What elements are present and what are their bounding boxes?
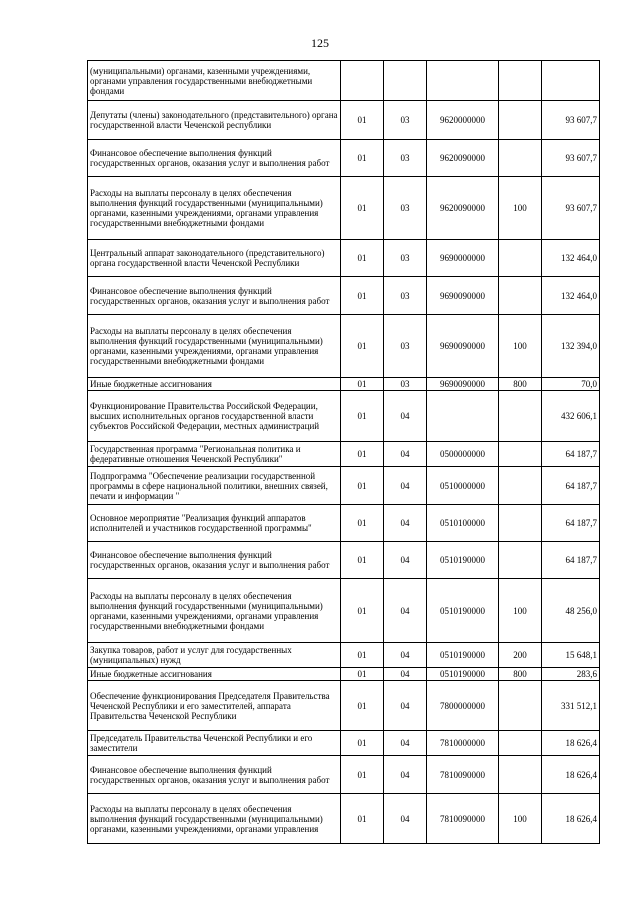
cell-rz: 01 (341, 505, 384, 542)
cell-sum (542, 61, 600, 101)
cell-rz: 01 (341, 756, 384, 794)
cell-sum: 18 626,4 (542, 756, 600, 794)
cell-rz: 01 (341, 668, 384, 681)
cell-rz: 01 (341, 643, 384, 668)
cell-vr: 100 (499, 315, 542, 378)
cell-vr (499, 277, 542, 315)
cell-sum: 331 512,1 (542, 681, 600, 731)
cell-pr: 03 (384, 315, 427, 378)
cell-name: Депутаты (члены) законодательного (представительного) органа государственной власти Чеченской республики (88, 101, 341, 140)
cell-name: (муниципальными) органами, казенными учреждениями, органами управления государственными внебюджетными фондами (88, 61, 341, 101)
cell-pr: 04 (384, 643, 427, 668)
cell-vr (499, 140, 542, 177)
cell-csr: 0500000000 (427, 442, 499, 467)
cell-name: Подпрограмма "Обеспечение реализации государственной программы в сфере национальной политики, внешних связей, печати и информации " (88, 467, 341, 505)
cell-name: Иные бюджетные ассигнования (88, 378, 341, 391)
cell-csr: 9620090000 (427, 140, 499, 177)
table-row (88, 391, 600, 442)
cell-csr (427, 391, 499, 442)
cell-sum: 18 626,4 (542, 794, 600, 844)
table-row (88, 467, 600, 505)
table-row (88, 794, 600, 844)
cell-pr: 04 (384, 794, 427, 844)
cell-csr: 7810090000 (427, 794, 499, 844)
table-row (88, 542, 600, 579)
cell-sum: 64 187,7 (542, 442, 600, 467)
cell-pr: 04 (384, 442, 427, 467)
table-row (88, 140, 600, 177)
cell-rz: 01 (341, 315, 384, 378)
table-row (88, 756, 600, 794)
cell-name: Расходы на выплаты персоналу в целях обеспечения выполнения функций государственными (муниципальными) органами, казенными учреждениями, органами управления государственными внебюджетными фондами (88, 579, 341, 643)
table-row (88, 731, 600, 756)
cell-vr (499, 467, 542, 505)
cell-name: Расходы на выплаты персоналу в целях обеспечения выполнения функций государственными (муниципальными) органами, казенными учреждениями, органами управления государственными внебюджетными фондами (88, 315, 341, 378)
cell-csr: 9620090000 (427, 177, 499, 240)
cell-pr: 04 (384, 542, 427, 579)
cell-name: Основное мероприятие "Реализация функций аппаратов исполнителей и участников государственной программы" (88, 505, 341, 542)
table-row (88, 240, 600, 277)
cell-sum: 64 187,7 (542, 505, 600, 542)
cell-vr (499, 391, 542, 442)
cell-pr: 04 (384, 756, 427, 794)
cell-csr: 0510190000 (427, 579, 499, 643)
cell-pr: 04 (384, 681, 427, 731)
cell-pr: 03 (384, 240, 427, 277)
cell-vr (499, 442, 542, 467)
cell-name: Центральный аппарат законодательного (представительного) органа государственной власти Чеченской Республики (88, 240, 341, 277)
cell-pr: 03 (384, 177, 427, 240)
table-row (88, 177, 600, 240)
cell-name: Закупка товаров, работ и услуг для государственных (муниципальных) нужд (88, 643, 341, 668)
cell-vr (499, 61, 542, 101)
table-row (88, 378, 600, 391)
cell-name: Расходы на выплаты персоналу в целях обеспечения выполнения функций государственными (муниципальными) органами, казенными учреждениями, органами управления государственными внебюджетными фондами (88, 177, 341, 240)
cell-pr: 04 (384, 391, 427, 442)
table-row (88, 442, 600, 467)
cell-csr: 0510190000 (427, 668, 499, 681)
cell-sum: 48 256,0 (542, 579, 600, 643)
cell-pr: 04 (384, 579, 427, 643)
cell-csr: 9620000000 (427, 101, 499, 140)
cell-rz: 01 (341, 542, 384, 579)
cell-csr: 7810090000 (427, 756, 499, 794)
cell-sum: 93 607,7 (542, 101, 600, 140)
cell-rz: 01 (341, 101, 384, 140)
cell-rz: 01 (341, 442, 384, 467)
cell-vr: 100 (499, 177, 542, 240)
cell-rz: 01 (341, 579, 384, 643)
cell-name: Государственная программа "Региональная политика и федеративные отношения Чеченской Республики" (88, 442, 341, 467)
cell-rz: 01 (341, 467, 384, 505)
cell-vr (499, 731, 542, 756)
cell-name: Иные бюджетные ассигнования (88, 668, 341, 681)
cell-pr (384, 61, 427, 101)
table-row (88, 668, 600, 681)
cell-vr (499, 681, 542, 731)
table-row (88, 505, 600, 542)
cell-name: Председатель Правительства Чеченской Республики и его заместители (88, 731, 341, 756)
cell-rz (341, 61, 384, 101)
table-row (88, 277, 600, 315)
table-row (88, 579, 600, 643)
cell-vr (499, 505, 542, 542)
cell-sum: 70,0 (542, 378, 600, 391)
cell-pr: 04 (384, 731, 427, 756)
cell-vr (499, 542, 542, 579)
cell-pr: 03 (384, 101, 427, 140)
cell-csr: 0510190000 (427, 542, 499, 579)
cell-rz: 01 (341, 140, 384, 177)
cell-csr: 0510100000 (427, 505, 499, 542)
cell-name: Функционирование Правительства Российской Федерации, высших исполнительных органов государственной власти субъектов Российской Федерации, местных администраций (88, 391, 341, 442)
table-row (88, 643, 600, 668)
cell-name: Обеспечение функционирования Председателя Правительства Чеченской Республики и его заместителей, аппарата Правительства Чеченской Республики (88, 681, 341, 731)
cell-vr: 800 (499, 668, 542, 681)
cell-csr: 0510190000 (427, 643, 499, 668)
cell-sum: 18 626,4 (542, 731, 600, 756)
cell-csr: 0510000000 (427, 467, 499, 505)
cell-rz: 01 (341, 177, 384, 240)
budget-table (87, 60, 600, 844)
cell-csr: 9690090000 (427, 315, 499, 378)
cell-vr: 100 (499, 579, 542, 643)
cell-vr (499, 756, 542, 794)
cell-vr: 800 (499, 378, 542, 391)
cell-rz: 01 (341, 731, 384, 756)
cell-vr (499, 101, 542, 140)
cell-sum: 432 606,1 (542, 391, 600, 442)
cell-pr: 03 (384, 140, 427, 177)
cell-rz: 01 (341, 378, 384, 391)
cell-rz: 01 (341, 391, 384, 442)
cell-csr: 7810000000 (427, 731, 499, 756)
cell-rz: 01 (341, 681, 384, 731)
table-row (88, 315, 600, 378)
cell-csr: 9690000000 (427, 240, 499, 277)
cell-vr: 200 (499, 643, 542, 668)
cell-sum: 132 464,0 (542, 277, 600, 315)
cell-sum: 64 187,7 (542, 542, 600, 579)
cell-rz: 01 (341, 794, 384, 844)
cell-csr: 7800000000 (427, 681, 499, 731)
table-row (88, 101, 600, 140)
cell-rz: 01 (341, 277, 384, 315)
cell-sum: 93 607,7 (542, 177, 600, 240)
cell-csr (427, 61, 499, 101)
table-row (88, 61, 600, 101)
cell-sum: 132 464,0 (542, 240, 600, 277)
cell-rz: 01 (341, 240, 384, 277)
cell-vr (499, 240, 542, 277)
cell-pr: 04 (384, 668, 427, 681)
page-number: 125 (311, 36, 329, 50)
cell-name: Финансовое обеспечение выполнения функций государственных органов, оказания услуг и выполнения работ (88, 756, 341, 794)
cell-csr: 9690090000 (427, 378, 499, 391)
cell-sum: 15 648,1 (542, 643, 600, 668)
cell-sum: 64 187,7 (542, 467, 600, 505)
cell-pr: 03 (384, 277, 427, 315)
cell-vr: 100 (499, 794, 542, 844)
cell-pr: 04 (384, 505, 427, 542)
cell-name: Финансовое обеспечение выполнения функций государственных органов, оказания услуг и выполнения работ (88, 542, 341, 579)
cell-pr: 04 (384, 467, 427, 505)
cell-sum: 132 394,0 (542, 315, 600, 378)
cell-name: Расходы на выплаты персоналу в целях обеспечения выполнения функций государственными (муниципальными) органами, казенными учреждениями, органами управления (88, 794, 341, 844)
table-row (88, 681, 600, 731)
cell-name: Финансовое обеспечение выполнения функций государственных органов, оказания услуг и выполнения работ (88, 277, 341, 315)
cell-csr: 9690090000 (427, 277, 499, 315)
cell-name: Финансовое обеспечение выполнения функций государственных органов, оказания услуг и выполнения работ (88, 140, 341, 177)
cell-sum: 93 607,7 (542, 140, 600, 177)
cell-pr: 03 (384, 378, 427, 391)
cell-sum: 283,6 (542, 668, 600, 681)
